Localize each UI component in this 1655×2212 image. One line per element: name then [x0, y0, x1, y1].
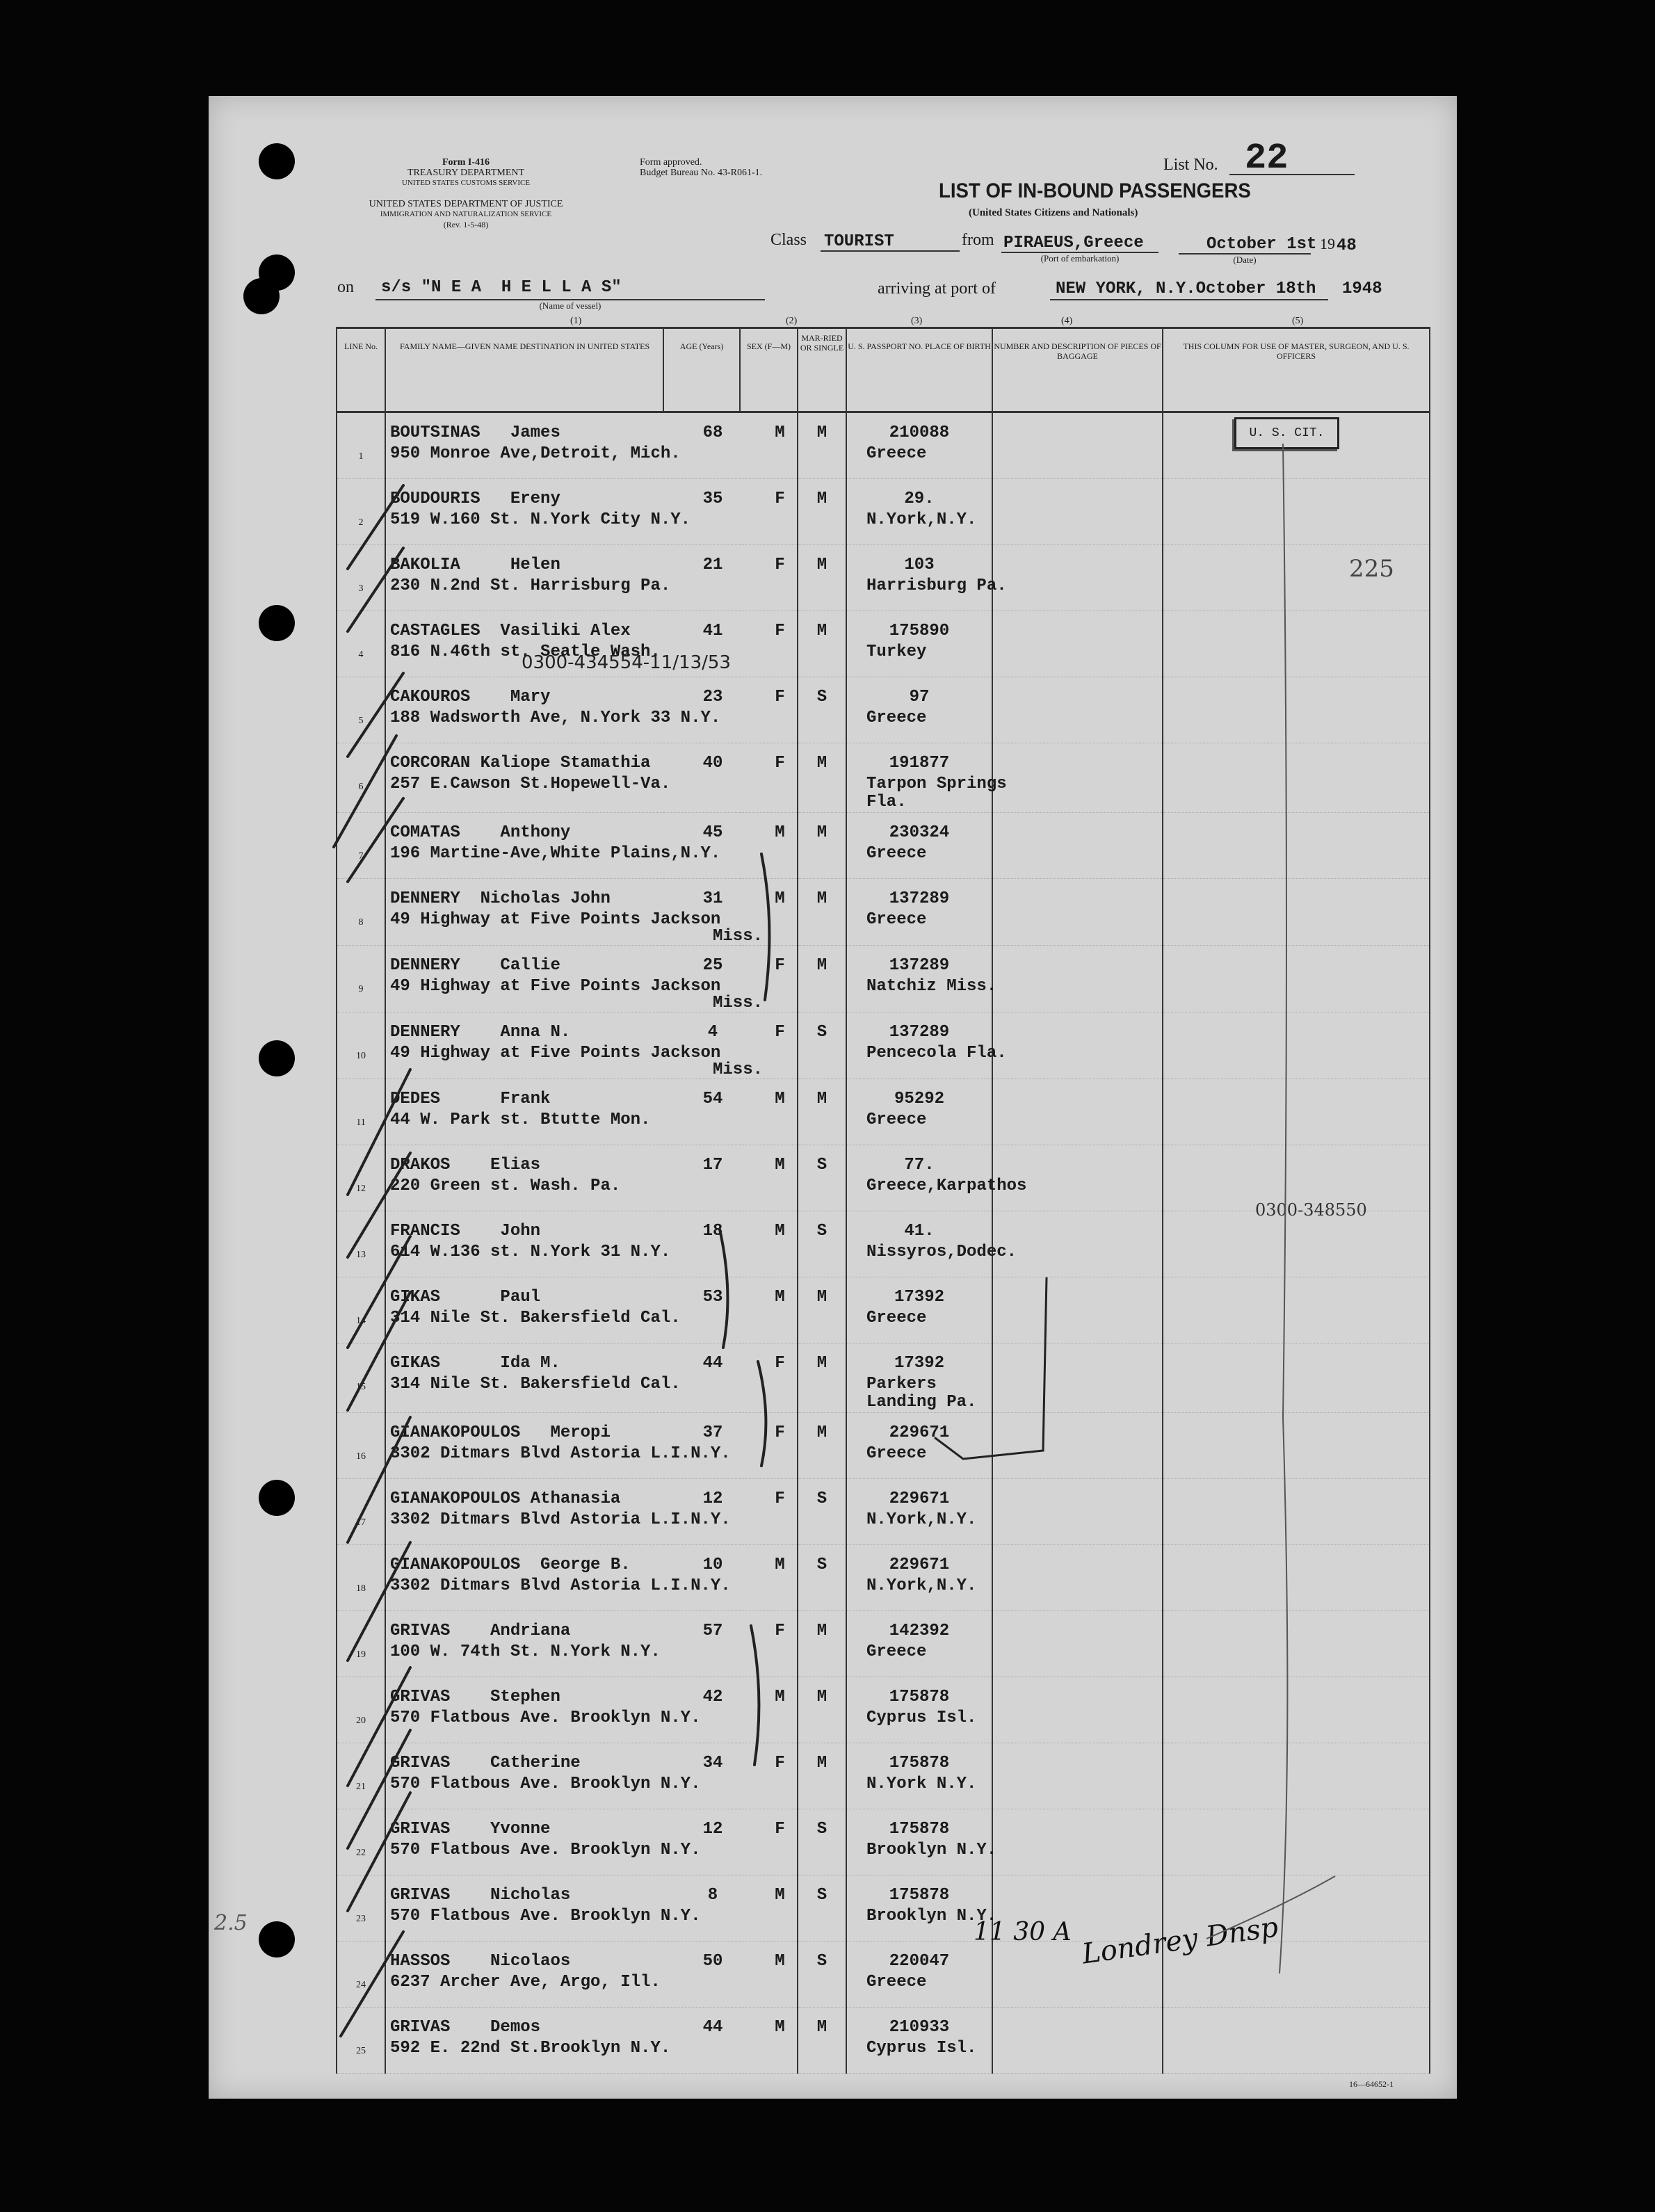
passenger-destination: 220 Green st. Wash. Pa. [390, 1176, 621, 1195]
passenger-destination: 816 N.46th st. Seatle Wash. [390, 642, 661, 661]
check-mark [348, 1153, 410, 1257]
passenger-age: 12 [702, 1489, 723, 1508]
place-of-birth: N.York,N.Y. [866, 1576, 977, 1595]
passenger-age: 8 [707, 1885, 718, 1905]
check-mark [348, 1292, 410, 1410]
passenger-name: GRIVAS Stephen [390, 1687, 560, 1706]
line-number: 13 [356, 1249, 366, 1260]
signature-stroke [1206, 1876, 1335, 1939]
dept-treasury-sub: UNITED STATES CUSTOMS SERVICE [401, 179, 531, 187]
row13-handwritten-note: 0300-348550 [1255, 1200, 1367, 1220]
passenger-sex: F [775, 1621, 785, 1640]
place-of-birth: Greece [866, 708, 927, 727]
passenger-name: GRIVAS Catherine [390, 1753, 581, 1773]
passenger-sex: M [775, 823, 785, 843]
place-of-birth: Greece,Karpathos [866, 1176, 1027, 1195]
place-of-birth: Tarpon Springs [866, 774, 1007, 793]
passenger-name: DEDES Frank [390, 1089, 551, 1108]
passenger-marital: M [816, 490, 828, 508]
passport-number: 77. [904, 1155, 935, 1174]
passenger-sex: F [775, 490, 785, 508]
passenger-sex: F [775, 555, 785, 574]
line-number: 16 [356, 1451, 366, 1462]
family-bracket [761, 854, 769, 1000]
passenger-sex: M [775, 1155, 785, 1174]
passenger-name: GIANAKOPOULOS George B. [390, 1555, 631, 1574]
passenger-age: 53 [702, 1287, 723, 1307]
manifest-sheet [209, 96, 1457, 2099]
passenger-marital: M [816, 955, 828, 975]
passenger-age: 17 [702, 1155, 723, 1174]
passenger-age: 21 [702, 555, 723, 574]
place-of-birth: Brooklyn N.Y. [866, 1906, 997, 1926]
line-number: 9 [358, 983, 364, 994]
passport-number: 29. [904, 490, 935, 508]
passenger-sex: F [775, 955, 785, 975]
passport-number: 142392 [889, 1621, 950, 1640]
passenger-marital: M [816, 2017, 828, 2037]
passenger-destination: 49 Highway at Five Points Jackson [390, 976, 721, 996]
line-number: 8 [358, 917, 364, 928]
form-title: LIST OF IN-BOUND PASSENGERS [939, 179, 1251, 202]
passenger-sex: M [775, 1089, 785, 1108]
check-mark [348, 548, 403, 631]
passenger-destination: 3302 Ditmars Blvd Astoria L.I.N.Y. [390, 1576, 731, 1595]
passenger-destination: 49 Highway at Five Points Jackson [390, 910, 721, 929]
check-mark [348, 1730, 410, 1848]
bottom-handwritten-mark: 11 30 A [974, 1918, 1072, 1946]
passenger-destination: 230 N.2nd St. Harrisburg Pa. [390, 576, 671, 595]
form-approved: Form approved. [640, 157, 702, 168]
passenger-destination: 592 E. 22nd St.Brooklyn N.Y. [390, 2038, 671, 2058]
passenger-name: GIANAKOPOULOS Meropi [390, 1423, 611, 1442]
passenger-sex: M [775, 1687, 785, 1706]
place-of-birth: N.York,N.Y. [866, 510, 977, 529]
passenger-destination: 257 E.Cawson St.Hopewell-Va. [390, 774, 671, 793]
check-mark [348, 1793, 410, 1911]
place-of-birth: Cyprus Isl. [866, 1708, 977, 1727]
passport-number: 103 [904, 555, 935, 574]
passport-number: 175890 [889, 621, 950, 640]
place-of-birth: Brooklyn N.Y. [866, 1840, 997, 1859]
passenger-destination: 49 Highway at Five Points Jackson [390, 1043, 721, 1063]
check-mark [348, 673, 403, 757]
passenger-destination: 3302 Ditmars Blvd Astoria L.I.N.Y. [390, 1510, 731, 1529]
dept-justice: UNITED STATES DEPARTMENT OF JUSTICE [369, 199, 563, 209]
header-line-no: LINE No. [337, 328, 385, 412]
header-baggage: NUMBER AND DESCRIPTION OF PIECES OF BAGGAGE [992, 328, 1163, 412]
line-number: 12 [356, 1183, 366, 1194]
passenger-age: 34 [702, 1753, 723, 1773]
line-number: 19 [356, 1649, 366, 1660]
passport-number: 17392 [894, 1353, 944, 1373]
line-number: 22 [356, 1847, 366, 1858]
col-number-2: (2) [786, 316, 798, 326]
passport-number: 175878 [889, 1753, 950, 1773]
passenger-name: DENNERY Nicholas John [390, 889, 611, 908]
passenger-marital: M [816, 621, 828, 640]
line-number: 14 [356, 1315, 366, 1326]
col-number-5: (5) [1292, 316, 1304, 326]
passport-number: 230324 [889, 823, 950, 843]
passenger-marital: M [816, 823, 828, 843]
passenger-name: CASTAGLES Vasiliki Alex [390, 621, 631, 640]
passport-number: 41. [904, 1221, 935, 1241]
passenger-age: 68 [702, 423, 723, 442]
passenger-destination: 570 Flatbous Ave. Brooklyn N.Y. [390, 1708, 701, 1727]
passport-number: 175878 [889, 1687, 950, 1706]
passenger-age: 45 [702, 823, 723, 843]
passenger-name: HASSOS Nicolaos [390, 1951, 571, 1971]
passenger-marital: S [816, 1951, 828, 1971]
passenger-sex: M [775, 423, 785, 442]
passenger-age: 54 [702, 1089, 723, 1108]
line-number: 7 [358, 851, 364, 862]
place-of-birth: Nissyros,Dodec. [866, 1242, 1017, 1261]
line-number: 11 [356, 1117, 366, 1128]
passenger-destination: 614 W.136 st. N.York 31 N.Y. [390, 1242, 671, 1261]
passenger-marital: S [816, 1155, 828, 1174]
passenger-age: 50 [702, 1951, 723, 1971]
check-mark [348, 798, 403, 882]
place-of-birth-cont: Fla. [866, 792, 907, 812]
passport-number: 175878 [889, 1885, 950, 1905]
passenger-sex: M [775, 1951, 785, 1971]
passenger-age: 37 [702, 1423, 723, 1442]
passenger-name: DRAKOS Elias [390, 1155, 541, 1174]
line-number: 15 [356, 1381, 366, 1392]
dept-justice-sub: IMMIGRATION AND NATURALIZATION SERVICE [380, 210, 552, 218]
check-mark [348, 485, 403, 569]
passenger-sex: F [775, 1353, 785, 1373]
form-subtitle: (United States Citizens and Nationals) [969, 207, 1138, 218]
number-225: 225 [1349, 555, 1394, 583]
passenger-age: 57 [702, 1621, 723, 1640]
passenger-name: GRIVAS Demos [390, 2017, 541, 2037]
arrival-year: 1948 [1342, 280, 1382, 298]
header-sex: SEX (F—M) [740, 328, 798, 412]
passenger-sex: M [775, 1885, 785, 1905]
row5-handwritten-note: 0300-434554-11/13/53 [522, 652, 731, 673]
passenger-name: CORCORAN Kaliope Stamathia [390, 753, 651, 773]
passenger-sex: M [775, 1555, 785, 1574]
date-caption: (Date) [1233, 255, 1257, 265]
passport-number: 210088 [889, 423, 950, 442]
passenger-destination-cont: Miss. [713, 1060, 764, 1079]
passenger-marital: M [816, 1621, 828, 1640]
passenger-destination: 100 W. 74th St. N.York N.Y. [390, 1642, 661, 1661]
passenger-destination-cont: Miss. [713, 993, 764, 1012]
check-mark [348, 1542, 410, 1661]
line-number: 10 [356, 1050, 366, 1061]
passenger-destination: 196 Martine-Ave,White Plains,N.Y. [390, 844, 721, 864]
year-prefix: 19 [1320, 235, 1335, 252]
passenger-age: 31 [702, 889, 723, 908]
place-of-birth: Harrisburg Pa. [866, 576, 1007, 595]
passenger-name: GIKAS Ida M. [390, 1353, 560, 1373]
passport-number: 229671 [889, 1423, 950, 1442]
passenger-sex: M [775, 1221, 785, 1241]
arriving-label: arriving at port of [878, 280, 996, 298]
passenger-sex: F [775, 687, 785, 707]
place-of-birth: Greece [866, 1308, 927, 1327]
passenger-name: BAKOLIA Helen [390, 555, 560, 574]
passenger-age: 41 [702, 621, 723, 640]
place-of-birth: Greece [866, 1444, 927, 1463]
passenger-age: 44 [702, 1353, 723, 1373]
passenger-name: CAKOUROS Mary [390, 687, 551, 707]
passenger-sex: F [775, 753, 785, 773]
passenger-sex: F [775, 621, 785, 640]
passenger-name: GIANAKOPOULOS Athanasia [390, 1489, 621, 1508]
from-value: PIRAEUS,Greece [1003, 234, 1144, 252]
list-no-value: 22 [1245, 138, 1289, 179]
passport-number: 220047 [889, 1951, 950, 1971]
list-no-label: List No. [1163, 156, 1218, 174]
on-label: on [337, 278, 354, 296]
pencil-line [935, 1278, 1047, 1459]
passenger-marital: M [816, 753, 828, 773]
date-value: October 1st [1206, 235, 1317, 254]
line-number: 2 [358, 517, 364, 528]
check-mark [348, 1417, 410, 1542]
header-age: AGE (Years) [663, 328, 740, 412]
passenger-name: BOUTSINAS James [390, 423, 560, 442]
check-mark [348, 1236, 410, 1348]
passenger-sex: F [775, 1423, 785, 1442]
place-of-birth: Turkey [866, 642, 927, 661]
passport-number: 97 [909, 687, 930, 707]
passenger-marital: M [816, 423, 828, 442]
passenger-age: 18 [702, 1221, 723, 1241]
passenger-destination: 314 Nile St. Bakersfield Cal. [390, 1308, 681, 1327]
col-number-1: (1) [570, 316, 582, 326]
place-of-birth-cont: Landing Pa. [866, 1392, 977, 1412]
us-citizen-stamp: U. S. CIT. [1234, 417, 1339, 449]
line-number: 20 [356, 1715, 366, 1726]
family-bracket [751, 1626, 759, 1765]
header-officers: THIS COLUMN FOR USE OF MASTER, SURGEON, AND U. S. OFFICERS [1163, 328, 1430, 412]
passport-number: 175878 [889, 1819, 950, 1839]
inspector-signature: Londrey Dnsp [1080, 1911, 1280, 1971]
check-mark [348, 1069, 410, 1195]
passenger-marital: S [816, 1022, 828, 1042]
line-number: 24 [356, 1979, 366, 1990]
pencil-marks [209, 96, 1457, 2099]
line-number: 4 [358, 649, 364, 660]
passenger-destination: 519 W.160 St. N.York City N.Y. [390, 510, 691, 529]
passenger-destination: 570 Flatbous Ave. Brooklyn N.Y. [390, 1840, 701, 1859]
place-of-birth: Natchiz Miss. [866, 976, 997, 996]
passport-number: 95292 [894, 1089, 944, 1108]
col-number-3: (3) [911, 316, 923, 326]
place-of-birth: Greece [866, 910, 927, 929]
passenger-sex: F [775, 1819, 785, 1839]
family-bracket [720, 1229, 727, 1348]
year-value: 48 [1337, 236, 1357, 255]
passenger-destination-cont: Miss. [713, 926, 764, 946]
family-bracket [758, 1362, 766, 1466]
place-of-birth: Greece [866, 1110, 927, 1129]
passport-number: 17392 [894, 1287, 944, 1307]
faint-pencil-line [1279, 444, 1287, 1973]
place-of-birth: Greece [866, 1642, 927, 1661]
passenger-destination: 570 Flatbous Ave. Brooklyn N.Y. [390, 1906, 701, 1926]
from-caption: (Port of embarkation) [1040, 253, 1120, 264]
passenger-destination: 950 Monroe Ave,Detroit, Mich. [390, 444, 681, 463]
passenger-destination: 6237 Archer Ave, Argo, Ill. [390, 1972, 661, 1992]
passenger-age: 42 [702, 1687, 723, 1706]
passenger-marital: S [816, 1489, 828, 1508]
place-of-birth: Greece [866, 444, 927, 463]
place-of-birth: Parkers [866, 1374, 937, 1394]
passport-number: 229671 [889, 1489, 950, 1508]
margin-note: 2.5 [214, 1911, 248, 1935]
place-of-birth: N.York,N.Y. [866, 1510, 977, 1529]
line-number: 23 [356, 1913, 366, 1924]
passenger-age: 40 [702, 753, 723, 773]
place-of-birth: Greece [866, 1972, 927, 1992]
passenger-name: BOUDOURIS Ereny [390, 490, 560, 508]
passport-number: 210933 [889, 2017, 950, 2037]
passport-number: 137289 [889, 955, 950, 975]
header-name: FAMILY NAME—GIVEN NAME DESTINATION IN UNITED STATES [385, 328, 663, 412]
passenger-sex: F [775, 1753, 785, 1773]
check-mark [341, 1932, 403, 2036]
class-value: TOURIST [824, 232, 894, 251]
form-revision: (Rev. 1-5-48) [443, 220, 489, 229]
passenger-marital: S [816, 687, 828, 707]
passenger-name: DENNERY Callie [390, 955, 560, 975]
form-number: Form I-416 [442, 157, 490, 168]
check-mark [334, 736, 396, 847]
line-number: 6 [358, 781, 364, 792]
dept-treasury: TREASURY DEPARTMENT [407, 168, 525, 178]
form-footer: 16—64652-1 [1349, 2079, 1394, 2089]
line-number: 21 [356, 1781, 366, 1792]
passenger-marital: S [816, 1555, 828, 1574]
passenger-name: DENNERY Anna N. [390, 1022, 571, 1042]
passenger-sex: M [775, 2017, 785, 2037]
passport-number: 229671 [889, 1555, 950, 1574]
check-mark [348, 1668, 410, 1786]
line-number: 3 [358, 583, 364, 594]
line-number: 25 [356, 2045, 366, 2056]
passenger-destination: 570 Flatbous Ave. Brooklyn N.Y. [390, 1774, 701, 1793]
passenger-sex: F [775, 1489, 785, 1508]
line-number: 17 [356, 1517, 366, 1528]
passenger-destination: 44 W. Park st. Btutte Mon. [390, 1110, 651, 1129]
passenger-marital: S [816, 1221, 828, 1241]
passenger-sex: M [775, 889, 785, 908]
class-label: Class [770, 231, 807, 249]
passenger-destination: 314 Nile St. Bakersfield Cal. [390, 1374, 681, 1394]
passenger-age: 4 [707, 1022, 718, 1042]
place-of-birth: N.York N.Y. [866, 1774, 977, 1793]
place-of-birth: Pencecola Fla. [866, 1043, 1007, 1063]
passenger-name: GRIVAS Yvonne [390, 1819, 551, 1839]
passenger-marital: M [816, 555, 828, 574]
passenger-age: 35 [702, 490, 723, 508]
line-number: 18 [356, 1583, 366, 1594]
passenger-destination: 3302 Ditmars Blvd Astoria L.I.N.Y. [390, 1444, 731, 1463]
passenger-name: GRIVAS Nicholas [390, 1885, 571, 1905]
passenger-marital: M [816, 889, 828, 908]
passenger-destination: 188 Wadsworth Ave, N.York 33 N.Y. [390, 708, 721, 727]
vessel-caption: (Name of vessel) [539, 300, 602, 311]
passport-number: 137289 [889, 1022, 950, 1042]
passenger-age: 12 [702, 1819, 723, 1839]
place-of-birth: Greece [866, 844, 927, 864]
passenger-age: 44 [702, 2017, 723, 2037]
passenger-marital: M [816, 1687, 828, 1706]
from-label: from [962, 231, 994, 249]
passenger-name: GIKAS Paul [390, 1287, 541, 1307]
vessel-name: s/s "N E A H E L L A S" [381, 278, 622, 297]
passenger-marital: S [816, 1819, 828, 1839]
passenger-name: GRIVAS Andriana [390, 1621, 571, 1640]
passenger-age: 25 [702, 955, 723, 975]
passenger-marital: M [816, 1753, 828, 1773]
passenger-name: COMATAS Anthony [390, 823, 571, 843]
arrival-port: NEW YORK, N.Y.October 18th [1056, 280, 1316, 298]
passenger-marital: M [816, 1353, 828, 1373]
header-passport: U. S. PASSPORT NO. PLACE OF BIRTH [846, 328, 992, 412]
passenger-marital: S [816, 1885, 828, 1905]
passenger-sex: M [775, 1287, 785, 1307]
passport-number: 191877 [889, 753, 950, 773]
passenger-name: FRANCIS John [390, 1221, 541, 1241]
passenger-marital: M [816, 1423, 828, 1442]
place-of-birth: Cyprus Isl. [866, 2038, 977, 2058]
col-number-4: (4) [1061, 316, 1073, 326]
budget-bureau: Budget Bureau No. 43-R061-1. [640, 168, 763, 178]
passenger-marital: M [816, 1287, 828, 1307]
passenger-age: 10 [702, 1555, 723, 1574]
line-number: 1 [358, 451, 364, 462]
passport-number: 137289 [889, 889, 950, 908]
passenger-age: 23 [702, 687, 723, 707]
line-number: 5 [358, 715, 364, 726]
header-married: MAR-RIED OR SINGLE [798, 328, 846, 412]
passenger-sex: F [775, 1022, 785, 1042]
passenger-marital: M [816, 1089, 828, 1108]
